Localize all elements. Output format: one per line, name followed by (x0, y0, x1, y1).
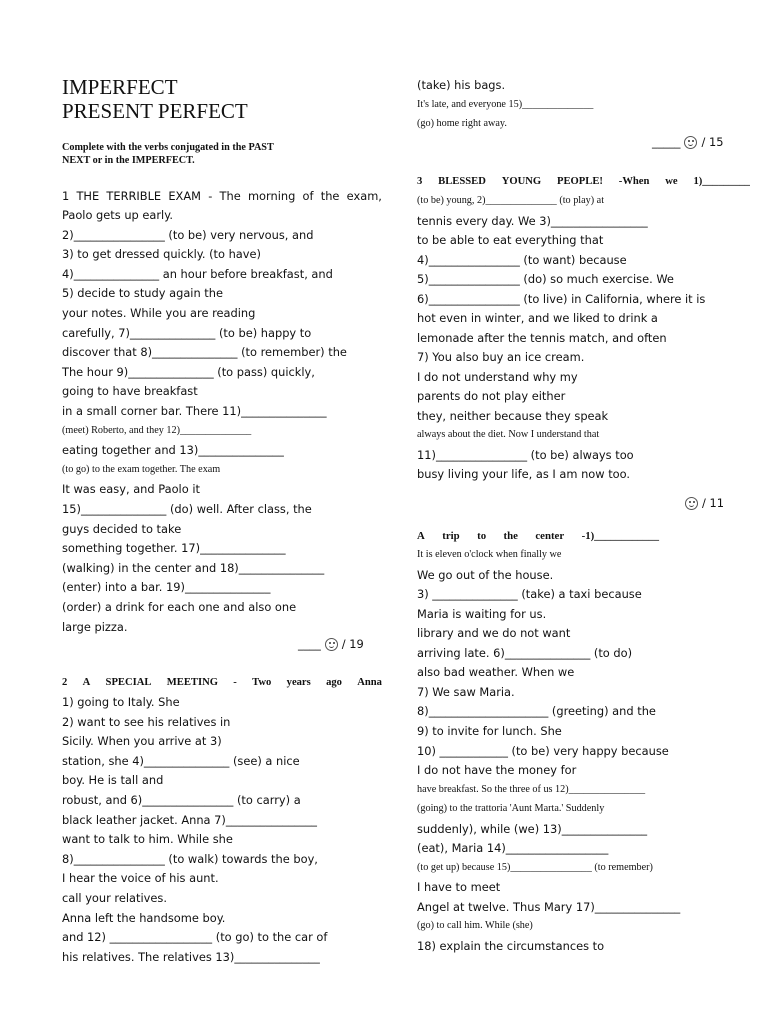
exercise-line: 8)________________ (to walk) towards the boy, (62, 851, 318, 866)
score-total: / 15 (701, 135, 724, 149)
exercise-line: 10) ____________ (to be) very happy because (417, 743, 669, 758)
exercise-line: arriving late. 6)_______________ (to do) (417, 645, 633, 660)
heading-word: 3 (417, 176, 423, 187)
exercise-line: 8)_____________________ (greeting) and the (417, 704, 656, 719)
heading-word: morning (247, 189, 296, 203)
exercise-line: hot even in winter, and we liked to drink a (417, 311, 658, 325)
exercise-line: 3) to get dressed quickly. (to have) (62, 247, 261, 262)
exercise-line: 9) to invite for lunch. She (417, 723, 562, 738)
heading-word: YOUNG (501, 176, 542, 187)
exercise-line: 4)________________ (to want) because (417, 252, 627, 267)
heading-word: TERRIBLE (106, 189, 162, 203)
exercise-line: station, she 4)_______________ (see) a nice (62, 753, 300, 768)
exercise-line: (take) his bags. (417, 78, 506, 92)
exercise-line: they, neither because they speak (417, 408, 609, 423)
heading-word: - (233, 677, 237, 688)
exercise-line: large pizza. (62, 619, 128, 634)
smiley-face-icon (685, 497, 698, 510)
section-2-heading (62, 676, 382, 690)
exercise-line: I do not have the money for (417, 763, 577, 778)
exercise-line: The hour 9)_______________ (to pass) quickly, (62, 364, 315, 379)
heading-word: exam, (346, 189, 382, 203)
exercise-line: in a small corner bar. There 11)_______________ (62, 404, 327, 418)
heading-word: years (286, 677, 311, 688)
heading-word: The (219, 189, 241, 203)
heading-word: BLESSED (438, 176, 486, 187)
exercise-line: boy. He is tall and (62, 773, 164, 788)
exercise-line: 1) going to Italy. She (62, 695, 180, 709)
smiley-face-icon (684, 136, 697, 149)
section-3-heading (417, 175, 750, 189)
exercise-line: It is eleven o'clock when finally we (417, 549, 562, 560)
heading-word: 1 (62, 189, 70, 203)
exercise-line: Maria is waiting for us. (417, 606, 547, 621)
heading-word: Two (252, 677, 272, 688)
score-blank: _____ (652, 135, 681, 149)
exercise-line: (eat), Maria 14)__________________ (417, 841, 609, 856)
heading-word: of (302, 189, 314, 203)
exercise-line: carefully, 7)_______________ (to be) happy to (62, 325, 312, 340)
heading-word: EXAM (168, 189, 201, 203)
exercise-line: black leather jacket. Anna 7)________________ (62, 812, 317, 827)
heading-word: the (320, 189, 340, 203)
page-title-present-perfect: PRESENT PERFECT (62, 99, 248, 123)
heading-word: the (503, 530, 518, 542)
exercise-line: something together. 17)_______________ (62, 541, 286, 556)
section-3-score (685, 496, 724, 510)
page-title-imperfect: IMPERFECT (62, 75, 178, 99)
exercise-line: discover that 8)_______________ (to remember) the (62, 345, 347, 360)
heading-word: center (535, 530, 565, 542)
heading-word: THE (76, 189, 100, 203)
exercise-line: going to have breakfast (62, 384, 198, 399)
exercise-line: We go out of the house. (417, 567, 554, 582)
section-1-score (298, 637, 364, 651)
exercise-line: parents do not play either (417, 389, 566, 403)
score-total: / 19 (341, 637, 364, 651)
exercise-line: tennis every day. We 3)_________________ (417, 213, 648, 228)
section-1-heading (62, 189, 382, 203)
exercise-line: I hear the voice of his aunt. (62, 871, 219, 886)
heading-word: trip (442, 530, 460, 542)
exercise-line: (walking) in the center and 18)_______________ (62, 560, 325, 575)
exercise-line: 3) _______________ (take) a taxi because (417, 587, 642, 602)
exercise-line: lemonade after the tennis match, and often (417, 330, 667, 345)
exercise-line: I do not understand why my (417, 369, 578, 384)
exercise-line: (go) home right away. (417, 118, 507, 129)
score-total: / 11 (702, 496, 724, 510)
exercise-line: (enter) into a bar. 19)_______________ (62, 580, 271, 595)
heading-word: - (208, 189, 213, 203)
exercise-line: suddenly), while (we) 13)_______________ (417, 821, 648, 836)
exercise-line: (meet) Roberto, and they 12)______________ (62, 424, 252, 436)
exercise-line: want to talk to him. While she (62, 832, 233, 847)
exercise-line: eating together and 13)_______________ (62, 443, 284, 458)
exercise-line: (going) to the trattoria 'Aunt Marta.' Suddenly (417, 803, 605, 815)
heading-word: to (477, 530, 487, 542)
exercise-line: 5) decide to study again the (62, 286, 223, 301)
exercise-line: 5)________________ (do) so much exercise. We (417, 272, 674, 286)
exercise-line: your notes. While you are reading (62, 306, 256, 320)
heading-word: SPECIAL (105, 677, 152, 688)
heading-word: -When (618, 176, 650, 187)
heading-word: A (82, 677, 91, 688)
section-4-heading (417, 529, 659, 543)
heading-word: A (417, 530, 425, 542)
heading-word: MEETING (166, 677, 218, 688)
exercise-line: robust, and 6)________________ (to carry) a (62, 793, 301, 807)
exercise-line: (order) a drink for each one and also one (62, 600, 297, 614)
exercise-line: 6)________________ (to live) in California, where it is (417, 291, 706, 306)
exercise-line: It's late, and everyone 15)______________ (417, 98, 594, 110)
exercise-line: always about the diet. Now I understand that (417, 429, 600, 440)
exercise-line: 7) We saw Maria. (417, 684, 515, 699)
heading-word: Anna (357, 677, 382, 688)
exercise-line: and 12) __________________ (to go) to the car of (62, 930, 328, 945)
exercise-line: (go) to call him. While (she) (417, 920, 533, 932)
exercise-line: (to be) young, 2)______________ (to play) at (417, 195, 605, 206)
exercise-line: Sicily. When you arrive at 3) (62, 734, 222, 749)
exercise-line: Angel at twelve. Thus Mary 17)_______________ (417, 899, 681, 914)
heading-word: 1)_________ (693, 176, 750, 187)
exercise-line: guys decided to take (62, 521, 182, 536)
exercise-line: busy living your life, as I am now too. (417, 467, 631, 481)
exercise-line: It was easy, and Paolo it (62, 482, 200, 497)
exercise-line: have breakfast. So the three of us 12)_______________ (417, 783, 646, 795)
exercise-line: library and we do not want (417, 626, 571, 641)
exercise-line: 18) explain the circumstances to (417, 939, 605, 953)
heading-word: we (665, 176, 678, 187)
heading-word: -1)____________ (581, 530, 659, 542)
right-top-score (652, 135, 723, 149)
exercise-line: I have to meet (417, 880, 501, 895)
exercise-line: to be able to eat everything that (417, 233, 604, 247)
heading-word: PEOPLE! (557, 176, 603, 187)
heading-word: 2 (62, 677, 68, 688)
exercise-line: 15)_______________ (do) well. After class, the (62, 502, 312, 516)
exercise-line: Paolo gets up early. (62, 208, 173, 222)
smiley-face-icon (325, 638, 338, 651)
instructions-line-1: Complete with the verbs conjugated in the PAST (62, 142, 274, 153)
exercise-line: 11)________________ (to be) always too (417, 447, 634, 462)
exercise-line: call your relatives. (62, 891, 167, 905)
score-blank: ____ (298, 637, 321, 651)
exercise-line: 2)________________ (to be) very nervous, and (62, 227, 314, 242)
exercise-line: 2) want to see his relatives in (62, 714, 231, 729)
instructions-line-2: NEXT or in the IMPERFECT. (62, 155, 195, 166)
exercise-line: also bad weather. When we (417, 665, 575, 680)
exercise-line: 7) You also buy an ice cream. (417, 350, 585, 364)
exercise-line: Anna left the handsome boy. (62, 910, 226, 925)
exercise-line: (to go) to the exam together. The exam (62, 463, 221, 475)
exercise-line: his relatives. The relatives 13)_______________ (62, 949, 320, 964)
exercise-line: 4)_______________ an hour before breakfast, and (62, 266, 333, 281)
heading-word: ago (326, 677, 342, 688)
exercise-line: (to get up) because 15)________________ (to remember) (417, 861, 653, 873)
